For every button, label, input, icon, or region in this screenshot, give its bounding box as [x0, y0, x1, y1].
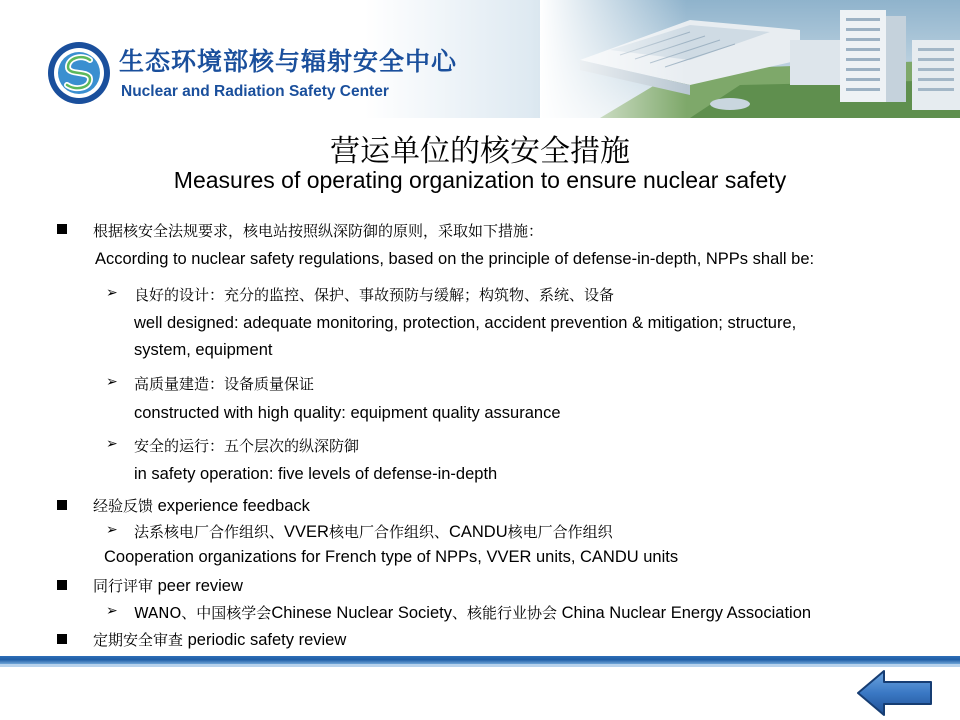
nrsc-logo-icon — [46, 40, 112, 106]
sub-1-en-line2: system, equipment — [134, 341, 273, 359]
sub-1-cn: 良好的设计：充分的监控、保护、事故预防与缓解；构筑物、系统、设备 — [134, 286, 615, 304]
arrow-bullet-icon: ➢ — [106, 374, 118, 390]
bullet-2: 经验反馈 experience feedback — [93, 497, 310, 515]
sub-1-en-line1: well designed: adequate monitoring, protection, accident prevention & mitigation; structure, — [134, 314, 797, 332]
sub-2-cn: 高质量建造：设备质量保证 — [134, 375, 315, 393]
bullet-4: 定期安全审查 periodic safety review — [93, 631, 347, 649]
arrow-bullet-icon: ➢ — [106, 436, 118, 452]
footer-divider — [0, 664, 960, 667]
sub-3-1: WANO、中国核学会Chinese Nuclear Society、核能行业协会 China Nuclear Energy Association — [134, 604, 812, 622]
bullet-1-en: According to nuclear safety regulations, based on the principle of defense-in-depth, NPPs shall be: — [95, 250, 815, 268]
back-arrow-icon[interactable] — [856, 668, 934, 718]
slide-title-cn: 营运单位的核安全措施 — [330, 134, 630, 169]
sub-2-en: constructed with high quality: equipment quality assurance — [134, 404, 561, 422]
bullet-3: 同行评审 peer review — [93, 577, 243, 595]
sub-2-1-cn: 法系核电厂合作组织、VVER核电厂合作组织、CANDU核电厂合作组织 — [134, 523, 613, 541]
org-name-cn: 生态环境部核与辐射安全中心 — [119, 47, 458, 76]
org-name-en: Nuclear and Radiation Safety Center — [121, 83, 389, 100]
arrow-bullet-icon: ➢ — [106, 285, 118, 301]
square-bullet-icon — [57, 634, 67, 644]
arrow-bullet-icon: ➢ — [106, 522, 118, 538]
footer-bar — [0, 656, 960, 664]
slide-title-en: Measures of operating organization to ensure nuclear safety — [173, 167, 787, 193]
square-bullet-icon — [57, 224, 67, 234]
arrow-bullet-icon: ➢ — [106, 603, 118, 619]
sub-2-1-en: Cooperation organizations for French type of NPPs, VVER units, CANDU units — [104, 548, 679, 566]
header-banner — [0, 0, 960, 118]
sub-3-cn: 安全的运行：五个层次的纵深防御 — [134, 437, 360, 455]
square-bullet-icon — [57, 580, 67, 590]
bullet-1-cn: 根据核安全法规要求，核电站按照纵深防御的原则，采取如下措施： — [93, 222, 544, 240]
square-bullet-icon — [57, 500, 67, 510]
facility-building-photo — [540, 0, 960, 118]
sub-3-en: in safety operation: five levels of defense-in-depth — [134, 465, 498, 483]
